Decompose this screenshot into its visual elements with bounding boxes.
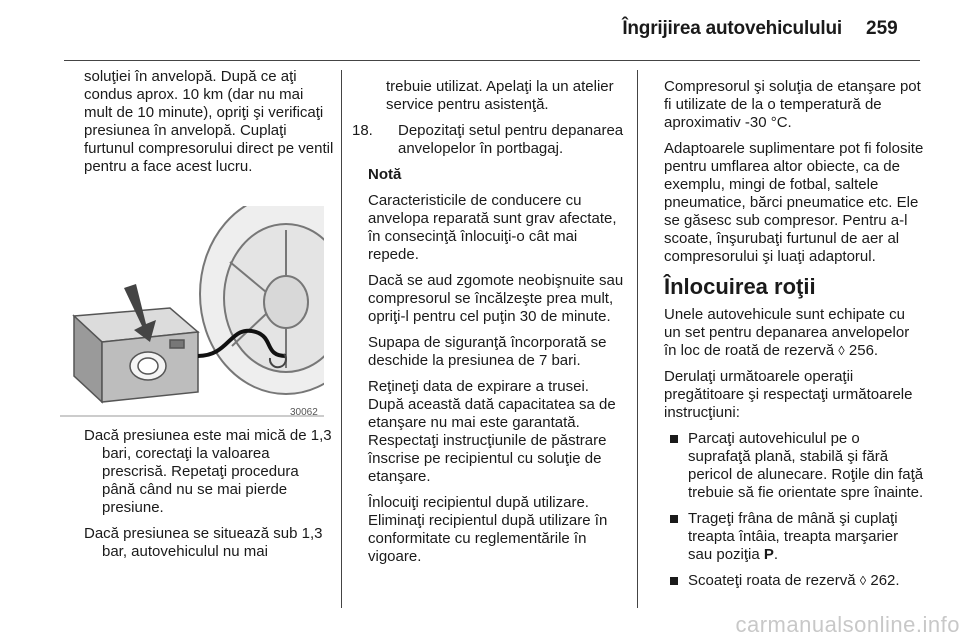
page-reference[interactable]: 256.: [848, 342, 879, 359]
list-item-text: Scoateţi roata de rezervă: [688, 572, 856, 589]
paragraph: trebuie utilizat. Apelaţi la un atelier service pentru asistenţă.: [386, 78, 614, 113]
step-18: [352, 122, 624, 158]
list-item-text: Parcaţi autovehiculul pe o suprafaţă plană, stabilă şi fără pericol de alunecare. Roţile din faţă trebuie să fie orientate spre înainte.: [688, 430, 924, 501]
paragraph: Dacă presiunea este mai mică de 1,3 bari, corectaţi la valoarea prescrisă. Repetaţi procedura până când nu se mai pierde presiune.: [84, 427, 332, 516]
column-3: [664, 78, 924, 598]
note-paragraph: Supapa de siguranţă încorporată se deschide la presiunea de 7 bari.: [368, 334, 607, 369]
column-2: [352, 78, 624, 574]
list-item-text: Trageţi frâna de mână şi cuplaţi treapta întâia, treapta marşarier sau poziţia: [688, 510, 899, 563]
section-heading: Înlocuirea roţii: [664, 274, 816, 299]
step-text: Depozitaţi setul pentru depanarea anvelopelor în portbagaj.: [398, 122, 624, 157]
list-item: [664, 510, 924, 564]
tyre-compressor-drawing: [60, 206, 324, 420]
bullet-square-icon: [670, 515, 678, 523]
paragraph: Dacă presiunea se situează sub 1,3 bar, autovehiculul nu mai: [84, 525, 323, 560]
compressor-illustration: [60, 206, 324, 420]
watermark: carmanualsonline.info: [735, 612, 960, 637]
column-divider-1: [341, 70, 342, 608]
column-1-top: [84, 68, 334, 184]
note-paragraph: Reţineţi data de expirare a trusei. După această dată capacitatea sa de etanşare nu mai este garantată. Respectaţi instrucţiunile de păstrare înscrise pe recipientul cu soluţie de etanşare.: [368, 378, 616, 485]
punctuation: .: [773, 546, 779, 563]
note-paragraph: Înlocuiţi recipientul după utilizare. Eliminaţi recipientul după utilizare în conformitate cu reglementările în vigoare.: [368, 494, 608, 565]
column-1-bottom: [84, 427, 334, 569]
page-reference[interactable]: 262.: [870, 572, 900, 589]
page-reference-icon: ◊: [859, 573, 867, 588]
list-item: [664, 430, 924, 502]
paragraph: soluţiei în anvelopă. După ce aţi condus aprox. 10 km (dar nu mai mult de 10 minute), opriţi şi verificaţi presiunea în anvelopă. Cuplaţi furtunul compresorului direct pe ventil pentru a face acest lucru.: [84, 68, 334, 175]
note-paragraph: Caracteristicile de conducere cu anvelopa reparată sunt grav afectate, în consecinţă înlocuiţi-o cât mai repede.: [368, 192, 617, 263]
bullet-square-icon: [670, 435, 678, 443]
paragraph: Derulaţi următoarele operaţii pregătitoare şi respectaţi următoarele instrucţiuni:: [664, 368, 913, 421]
header-divider: [64, 60, 920, 61]
list-item: [664, 572, 924, 590]
figure-number: 30062: [290, 407, 318, 418]
bullet-square-icon: [670, 577, 678, 585]
page-number: 259: [866, 18, 898, 39]
note-paragraph: Dacă se aud zgomote neobişnuite sau compresorul se încălzeşte prea mult, opriţi-l pentru cel puţin 30 de minute.: [368, 272, 624, 325]
paragraph: [664, 306, 924, 360]
header-title: Îngrijirea autovehiculului: [622, 18, 842, 39]
step-number: 18.: [352, 122, 373, 139]
paragraph: Adaptoarele suplimentare pot fi folosite pentru umflarea altor obiecte, ca de exemplu, mingi de fotbal, saltele pneumatice, bărci pneumatice etc. Ele se găsesc sub compresor. Pentru a-l scoate, înşurubaţi furtunul de aer al compresorului şi luaţi adaptorul.: [664, 140, 924, 265]
paragraph-text: Unele autovehicule sunt echipate cu un set pentru depanarea anvelopelor în loc de roată de rezervă: [664, 306, 910, 359]
paragraph: Compresorul şi soluţia de etanşare pot fi utilizate de la o temperatură de aproximativ -30 °C.: [664, 78, 921, 131]
column-divider-2: [637, 70, 638, 608]
note-heading: Notă: [368, 166, 402, 183]
page-reference-icon: ◊: [838, 343, 845, 358]
gear-position-label: P: [763, 546, 774, 563]
